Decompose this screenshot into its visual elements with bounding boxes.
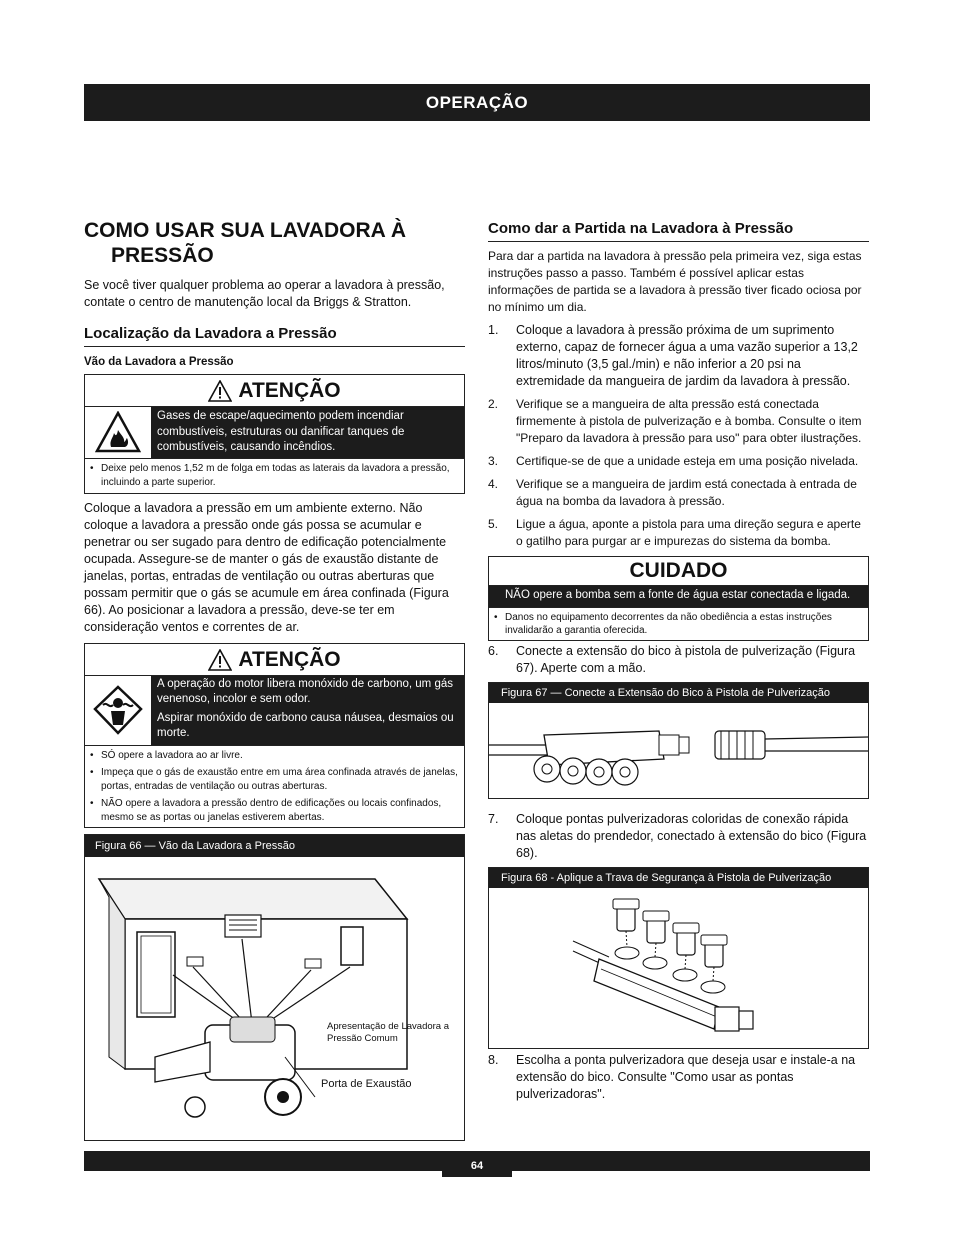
steps-list	[488, 643, 869, 677]
warning-bullets	[85, 745, 464, 828]
page-title	[84, 218, 465, 268]
list-item: • SÓ opere a lavadora ao ar livre.	[101, 749, 458, 763]
warning-triangle-icon	[208, 380, 232, 402]
section-title-location: Localização da Lavadora a Pressão	[84, 325, 465, 347]
spray-tips-illustration	[489, 889, 868, 1047]
figure-68	[488, 867, 869, 1049]
intro-paragraph: Se você tiver qualquer problema ao operar a lavadora à pressão, contate o centro de manutenção local da Briggs & Stratton.	[84, 278, 445, 309]
figure-label-pressure-washer: Apresentação de Lavadora a Pressão Comum	[327, 1021, 450, 1044]
page-number: 64	[442, 1151, 512, 1177]
nozzle-extension-illustration	[489, 717, 868, 797]
list-item: 6. Conecte a extensão do bico à pistola de pulverização (Figura 67). Aperte com a mão.	[488, 643, 856, 675]
warning-text: A operação do motor libera monóxido de carbono, um gás venenoso, incolor e sem odor. Aspirar monóxido de carbono causa náusea, desmaios ou morte.	[151, 676, 464, 745]
intro-paragraph: Para dar a partida na lavadora à pressão pela primeira vez, siga estas instruções passo a passo. Também é possível aplicar estas informações de partida se a lavadora à pressão tiver ficado ociosa por no mínimo um dia.	[488, 249, 862, 314]
list-item: • Deixe pelo menos 1,52 m de folga em todas as laterais da lavadora a pressão, incluindo a parte superior.	[101, 462, 458, 490]
caution-title: CUIDADO	[629, 559, 728, 582]
steps-list	[488, 322, 869, 550]
figure-label-exhaust-port: Porta de Exaustão	[321, 1078, 412, 1090]
warning-bullets	[85, 458, 464, 493]
list-item: • Danos no equipamento decorrentes da não obediência a estas instruções invalidarão a garantia oferecida.	[505, 611, 862, 637]
section-title-starting: Como dar a Partida na Lavadora à Pressão	[488, 220, 869, 242]
list-item: 8. Escolha a ponta pulverizadora que deseja usar e instale-a na extensão do bico. Consulte "Como usar as pontas pulverizadoras".	[488, 1052, 856, 1101]
section-header: OPERAÇÃO	[84, 84, 870, 121]
left-column	[84, 218, 465, 1141]
figure-caption: Figura 66 — Vão da Lavadora a Pressão	[85, 835, 464, 857]
warning-box-co	[84, 643, 465, 829]
right-column	[488, 220, 869, 1103]
page-title-line1: COMO USAR SUA LAVADORA À	[84, 219, 406, 242]
warning-text: Gases de escape/aquecimento podem incendiar combustíveis, estruturas ou danificar tanques de combustíveis, causando incêndios.	[151, 407, 464, 458]
warning-box-fire	[84, 374, 465, 494]
subsection-title-clearance: Vão da Lavadora a Pressão	[84, 356, 234, 368]
body-paragraph: Coloque a lavadora a pressão em um ambiente externo. Não coloque a lavadora a pressão onde gás possa se acumular e penetrar ou ser sugado para dentro de edificação potencialmente ocupada. Assegure-se de manter o gás de exaustão distante de janelas, portas, entradas de ventilação ou outras aberturas que possam permitir que o gás se acumule em área confinada (Figura 66). Ao posicionar a lavadora a pressão, deve-se ter em consideração ventos e correntes de ar.	[84, 500, 449, 634]
list-item: • NÃO opere a lavadora a pressão dentro de edificações ou locais confinados, mesmo se as portas ou janelas estiverem abertas.	[101, 797, 458, 824]
list-item: • Impeça que o gás de exaustão entre em uma área confinada através de janelas, portas, entradas de ventilação ou outras aberturas.	[101, 766, 458, 793]
caution-text: NÃO opere a bomba sem a fonte de água estar conectada e ligada.	[489, 585, 868, 607]
list-item: 5. Ligue a água, aponte a pistola para uma direção segura e aperte o gatilho para purgar ar e impurezas do sistema da bomba.	[488, 517, 861, 548]
list-item: 1. Coloque a lavadora à pressão próxima de um suprimento externo, capaz de fornecer água a uma vazão superior a 13,2 litros/minuto (3,5 gal./min) e não inferior a 20 psi na extremidade da mangueira de jardim da lavadora à pressão.	[488, 323, 858, 388]
figure-67	[488, 682, 869, 799]
page-title-line2: PRESSÃO	[111, 244, 214, 267]
steps-list	[488, 1052, 869, 1103]
warning-title: ATENÇÃO	[85, 644, 464, 675]
list-item: 7. Coloque pontas pulverizadoras coloridas de conexão rápida nas aletas do prendedor, conectado à extensão do bico (Figura 68).	[488, 811, 867, 860]
warning-triangle-icon	[208, 649, 232, 671]
steps-list	[488, 811, 869, 862]
house-exhaust-illustration	[85, 857, 464, 1138]
list-item: 4. Verifique se a mangueira de jardim está conectada à entrada de água na bomba da lavadora à pressão.	[488, 477, 857, 508]
figure-caption: Figura 68 - Aplique a Trava de Segurança à Pistola de Pulverização	[489, 868, 868, 888]
warning-title: ATENÇÃO	[85, 375, 464, 406]
caution-box	[488, 556, 869, 641]
figure-66	[84, 834, 465, 1141]
figure-caption: Figura 67 — Conecte a Extensão do Bico à Pistola de Pulverização	[489, 683, 868, 703]
toxic-fumes-icon	[85, 676, 151, 745]
list-item: 2. Verifique se a mangueira de alta pressão está conectada firmemente à pistola de pulverização e à bomba. Consulte o item "Preparo da lavadora à pressão para uso" para obter ilustrações.	[488, 397, 862, 445]
fire-hazard-icon	[85, 407, 151, 458]
list-item: 3. Certifique-se de que a unidade esteja em uma posição nivelada.	[488, 454, 859, 468]
caution-bullets	[489, 607, 868, 640]
